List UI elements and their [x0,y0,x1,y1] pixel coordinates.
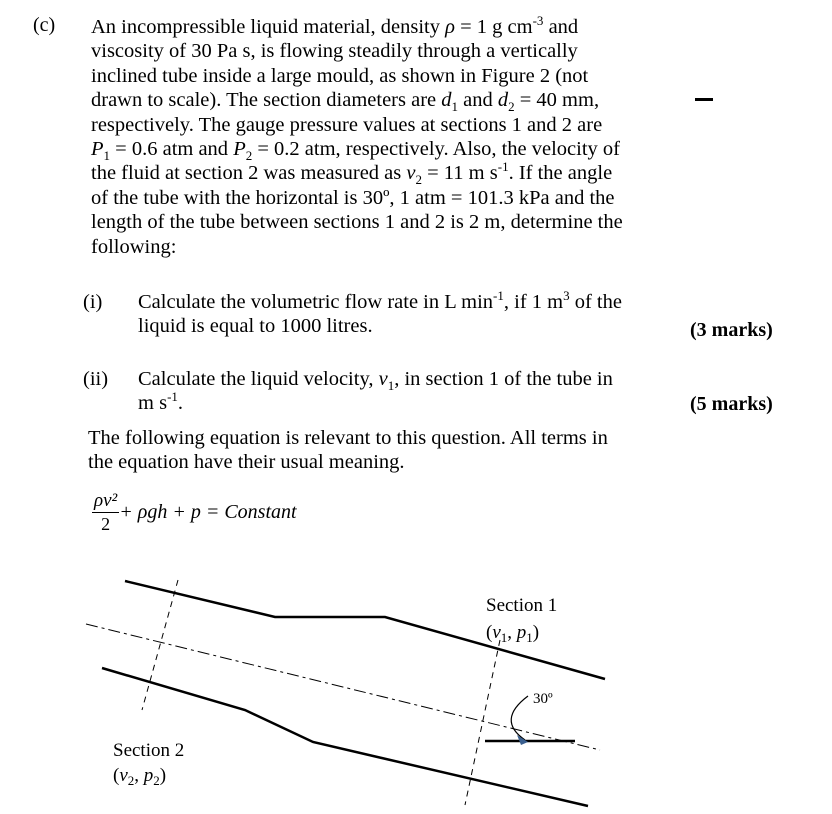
intro-line-1: An incompressible liquid material, density ρ = 1 g $cm^{-3}$ and [91,13,579,38]
intro-line-7: the fluid at section 2 was measured as $v_2 = 11$ m $s^{-1}$. If the angle [91,159,613,188]
intro-line-10: following: [91,235,177,258]
bernoulli-equation: $\frac{\text{ρv²}}{2}$ + ρgh + p = Constant [94,490,297,534]
section-1-vars: ($v_1$, $p_1$) [486,622,540,645]
tube-figure [0,560,832,814]
part-ii-text: Calculate the liquid velocity, $v_1$, in section 1 of the tube in m $s^{-1}$. [138,368,613,415]
intro-line-3: inclined tube inside a large mould, as shown in Figure 2 (not [91,64,589,87]
intro-line-6: $P_1 = 0.6$ atm and $P_2 = 0.2$ atm, respectively. Also, the velocity of [91,138,620,164]
section-2-title: Section 2 [113,740,185,761]
equation-intro: The following equation is relevant to this question. All terms in the equation have their usual meaning. [88,427,608,474]
question-label: (c) [33,14,56,36]
angle-arc [511,696,528,740]
equation-fraction: $\frac{\text{ρv²}}{2}$ [94,490,118,534]
part-ii-label: (ii) [83,368,109,390]
intro-line-9: length of the tube between sections 1 and 2 is 2 m, determine the [91,211,623,234]
part-i-text: Calculate the volumetric flow rate in L $\min^{-1}$, if 1 $m^3$ of the liquid is equal to 1000 litres. [138,288,622,338]
part-ii-marks: (5 marks) [690,393,773,415]
intro-line-4: drawn to scale). The section diameters are $d_1$ and $d_2 = 40$ mm, [91,89,600,115]
section-2-line [142,580,178,710]
part-i-marks: (3 marks) [690,319,773,341]
angle-label: 30º [533,691,553,707]
section-1-title: Section 1 [486,595,558,616]
intro-line-8: of the tube with the horizontal is 30º, 1 atm = 101.3 kPa and the [91,186,615,209]
intro-line-5: respectively. The gauge pressure values at sections 1 and 2 are [91,113,603,136]
margin-dash [695,98,713,101]
section-2-vars: ($v_2$, $p_2$) [113,765,167,788]
intro-line-2: viscosity of 30 Pa s, is flowing steadily through a vertically [91,40,578,63]
question-intro [91,15,661,259]
part-i-label: (i) [83,291,103,313]
tube-lower-wall [102,668,588,806]
